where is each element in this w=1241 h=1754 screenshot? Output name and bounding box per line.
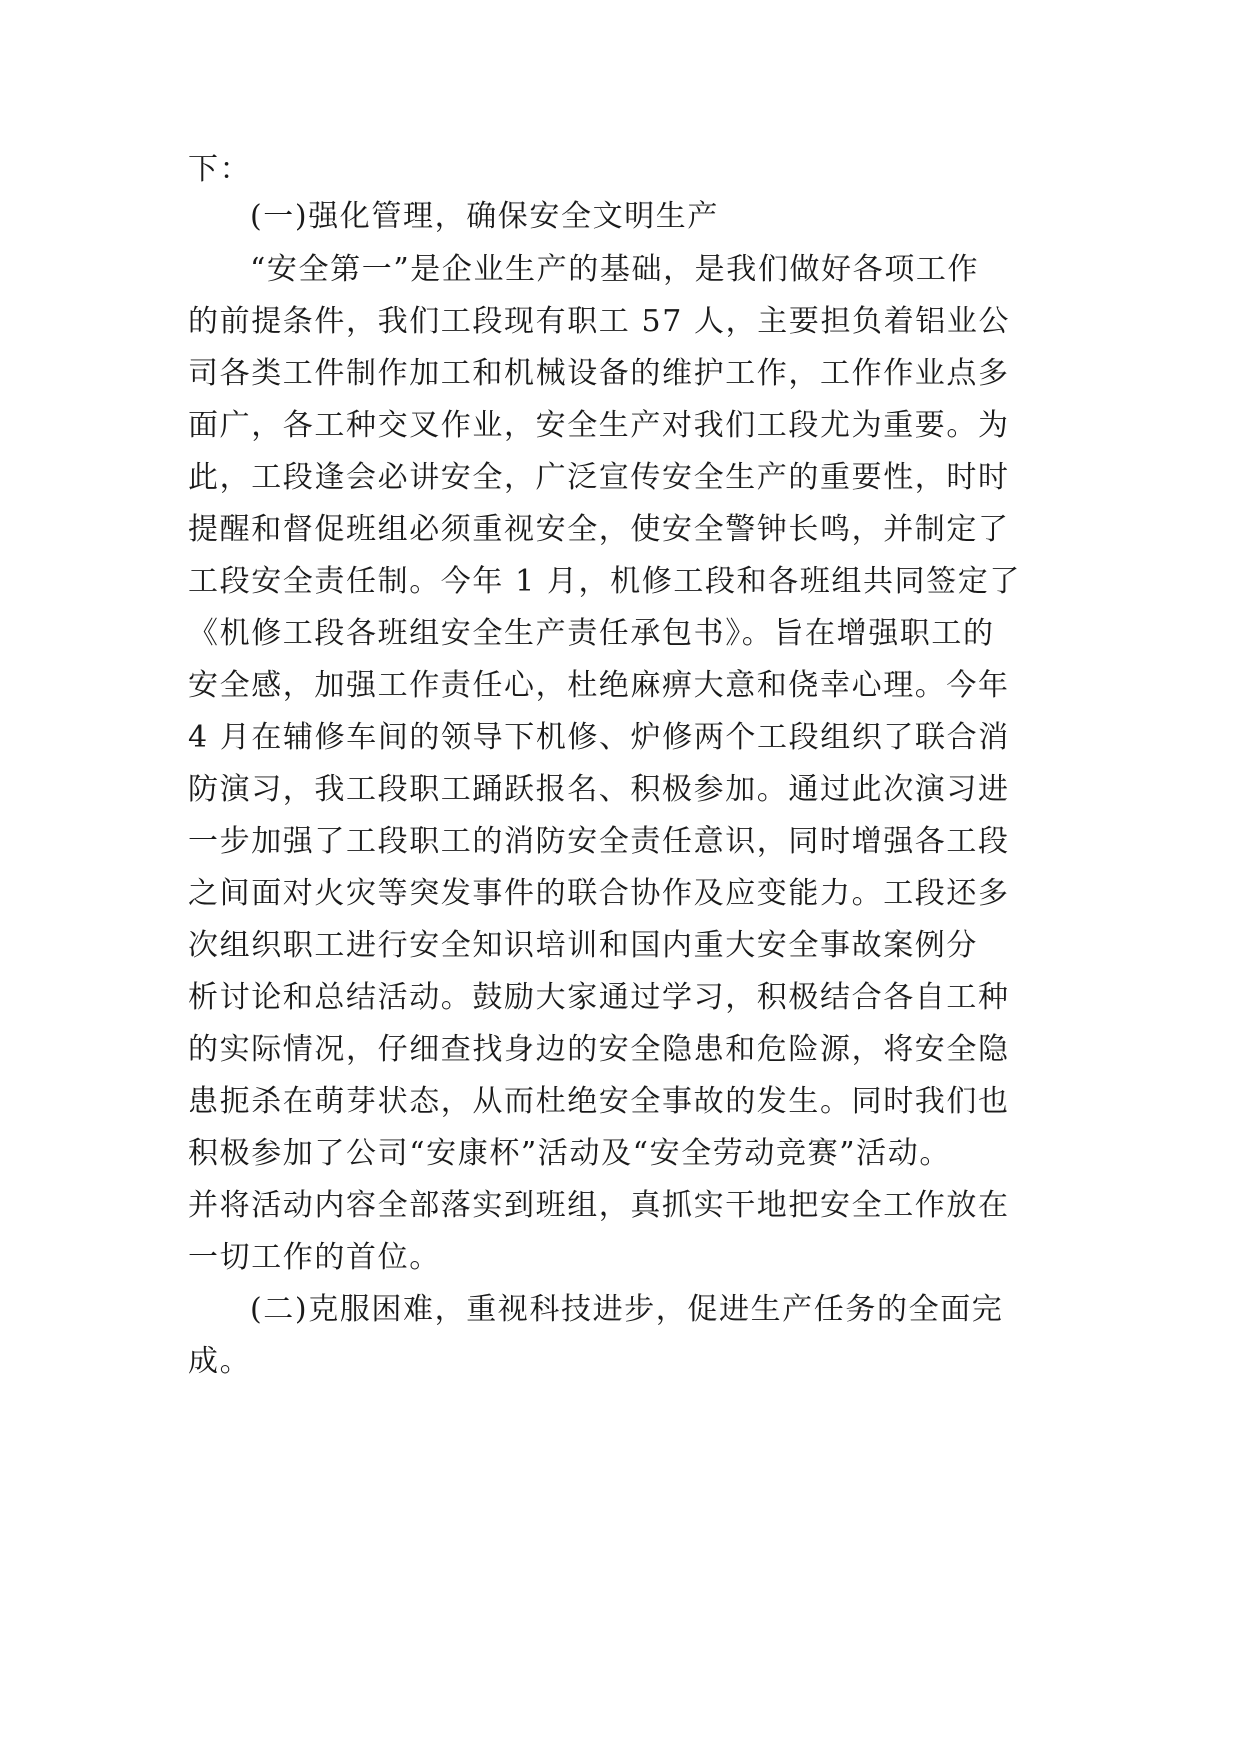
text-line: 并将活动内容全部落实到班组，真抓实干地把安全工作放在 [188,1188,1010,1223]
paragraph-first-line: “安全第一”是企业生产的基础，是我们做好各项工作 [250,252,980,287]
text-line: 析讨论和总结活动。鼓励大家通过学习，积极结合各自工种 [188,980,1010,1015]
section-heading-1: (一)强化管理，确保安全文明生产 [250,199,720,234]
section-heading-2: (二)克服困难，重视科技进步，促进生产任务的全面完 [250,1292,1004,1327]
text-line: 防演习，我工段职工踊跃报名、积极参加。通过此次演习进 [188,772,1010,807]
text-line: 的前提条件，我们工段现有职工 57 人，主要担负着铝业公 [188,304,1011,339]
text-line: 《机修工段各班组安全生产责任承包书》。旨在增强职工的 [188,616,995,651]
text-line: 患扼杀在萌芽状态，从而杜绝安全事故的发生。同时我们也 [188,1084,1010,1119]
text-line: 下： [188,152,252,187]
text-line: 安全感，加强工作责任心，杜绝麻痹大意和侥幸心理。今年 [188,668,1010,703]
text-line: 4 月在辅修车间的领导下机修、炉修两个工段组织了联合消 [188,720,1010,755]
text-line: 成。 [188,1344,252,1379]
text-line: 提醒和督促班组必须重视安全，使安全警钟长鸣，并制定了 [188,512,1010,547]
text-line: 工段安全责任制。今年 1 月，机修工段和各班组共同签定了 [188,564,1021,599]
text-line: 此，工段逢会必讲安全，广泛宣传安全生产的重要性，时时 [188,460,1010,495]
text-line: 积极参加了公司“安康杯”活动及“安全劳动竞赛”活动。 [188,1136,951,1171]
text-line: 一切工作的首位。 [188,1240,441,1275]
text-line: 司各类工件制作加工和机械设备的维护工作，工作作业点多 [188,356,1010,391]
text-line: 次组织职工进行安全知识培训和国内重大安全事故案例分 [188,928,978,963]
text-line: 的实际情况，仔细查找身边的安全隐患和危险源，将安全隐 [188,1032,1010,1067]
text-line: 面广，各工种交叉作业，安全生产对我们工段尤为重要。为 [188,408,1010,443]
text-line: 之间面对火灾等突发事件的联合协作及应变能力。工段还多 [188,876,1010,911]
text-line: 一步加强了工段职工的消防安全责任意识，同时增强各工段 [188,824,1010,859]
